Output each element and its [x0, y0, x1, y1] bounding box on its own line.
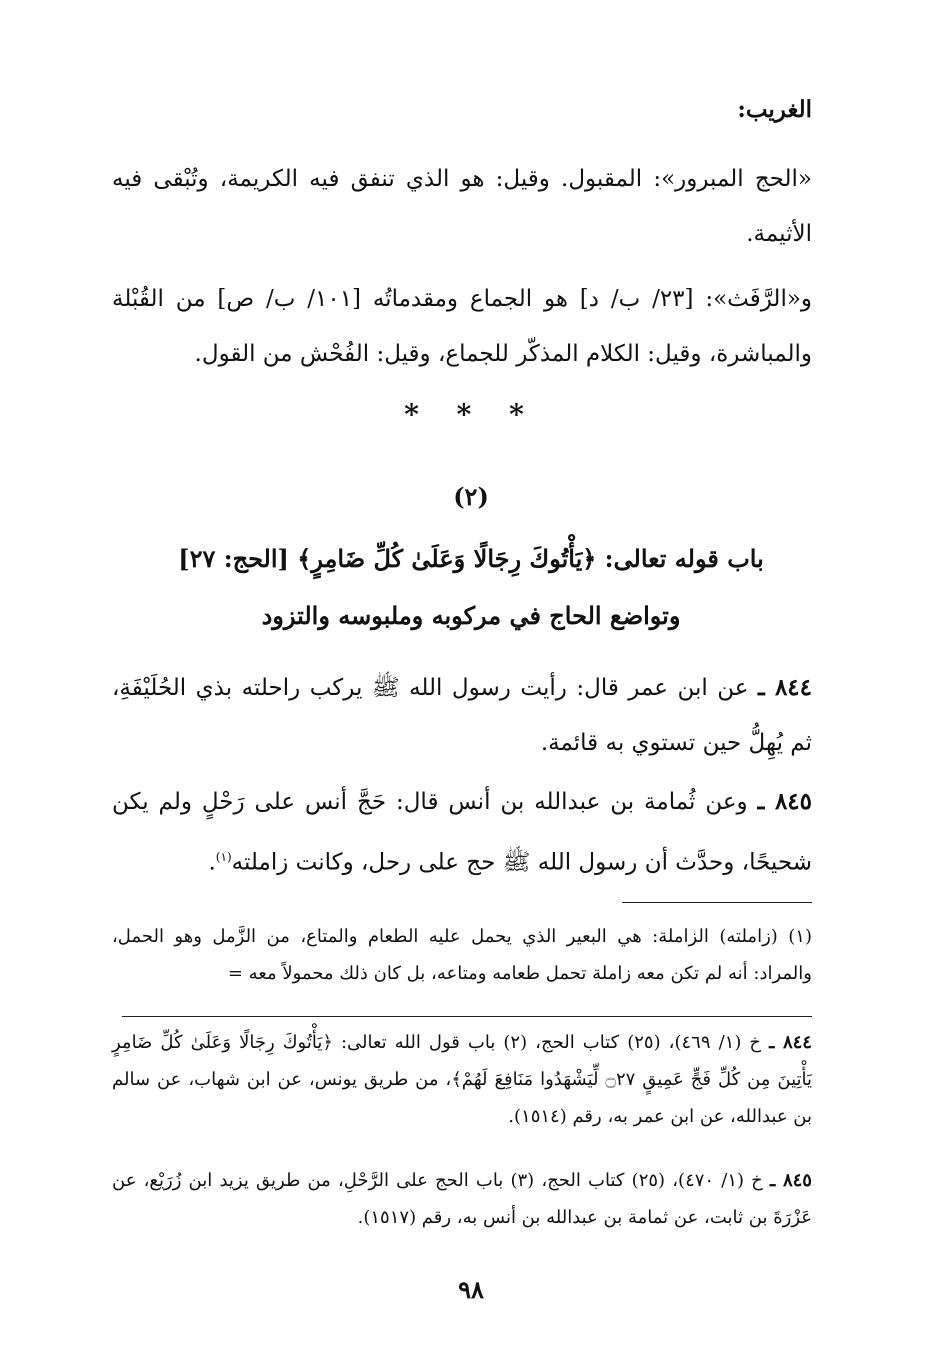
- hadith-844: [112, 660, 812, 771]
- takhrij-845: [112, 1162, 812, 1236]
- footnote-marker: (١): [788, 926, 812, 947]
- takhrij-number: ٨٤٤ ـ: [769, 1032, 812, 1053]
- hadith-number: ٨٤٥ ـ: [757, 788, 812, 815]
- hadith-number: ٨٤٤ ـ: [758, 674, 813, 701]
- gharib-paragraph-1: «الحج المبرور»: المقبول. وقيل: هو الذي تنفق فيه الكريمة، وتُبْقى فيه الأثيمة.: [112, 166, 812, 247]
- footnote-1: [112, 918, 812, 992]
- hadith-845: [112, 774, 812, 891]
- hadith-text: عن ابن عمر قال: رأيت رسول الله ﷺ يركب راحلته بذي الحُلَيْفَةِ، ثم يُهِلُّ حين تستوي به قائمة.: [112, 675, 812, 756]
- page-number: ٩٨: [458, 1275, 484, 1304]
- chapter-number: (٢): [453, 482, 489, 511]
- gharib-paragraph-2: و«الرَّفَث»: [٢٣/ ب/ د] هو الجماع ومقدماتُه [١٠١/ ب/ ص] من القُبْلة والمباشرة، وقيل: الكلام المذكّر للجماع، وقيل: الفُحْش من القول.: [112, 286, 813, 367]
- chapter-title-line-2: وتواضع الحاج في مركوبه وملبوسه والتزود: [261, 601, 681, 630]
- takhrij-divider: [122, 1016, 812, 1017]
- footnote-reference: (١): [215, 850, 232, 864]
- takhrij-844: [112, 1024, 812, 1135]
- hadith-end-mark: .: [208, 849, 216, 876]
- hadith-text: وعن ثُمامة بن عبدالله بن أنس قال: حَجَّ أنس على رَحْلٍ ولم يكن شحيحًا، وحدَّث أن رسول الله ﷺ حج على رحل، وكانت زاملته: [112, 789, 812, 876]
- gharib-heading: الغريب:: [737, 96, 812, 123]
- takhrij-number: ٨٤٥ ـ: [769, 1170, 812, 1191]
- section-separator: * * *: [404, 398, 538, 431]
- chapter-title-line-1: باب قوله تعالى: ﴿يَأْتُوكَ رِجَالًا وَعَلَىٰ كُلِّ ضَامِرٍ﴾ [الحج: ٢٧]: [178, 544, 764, 573]
- footnote-divider: [622, 902, 812, 903]
- takhrij-text: خ (١/ ٤٦٩)، (٢٥) كتاب الحج، (٢) باب قول الله تعالى: ﴿يَأْتُوكَ رِجَالًا وَعَلَىٰ كُلِّ ضَامِرٍ يَأْتِينَ مِن كُلِّ فَجٍّ عَمِيقٍ ۝٢٧ لِّيَشْهَدُوا مَنَافِعَ لَهُمْ﴾، من طريق يونس، عن ابن شهاب، عن سالم بن عبدالله، عن ابن عمر به، رقم (١٥١٤).: [112, 1032, 813, 1127]
- footnote-text: (زاملته) الزاملة: هي البعير الذي يحمل عليه الطعام والمتاع، من الزَّمل وهو الحمل، والمراد: أنه لم تكن معه زاملة تحمل طعامه ومتاعه، بل كان ذلك محمولاً معه =: [112, 926, 812, 984]
- takhrij-text: خ (١/ ٤٧٠)، (٢٥) كتاب الحج، (٣) باب الحج على الرَّحْلِ، من طريق يزيد ابن زُرَيْع، عن عَزْرَةَ بن ثابت، عن ثمامة بن عبدالله بن أنس به، رقم (١٥١٧).: [112, 1170, 812, 1228]
